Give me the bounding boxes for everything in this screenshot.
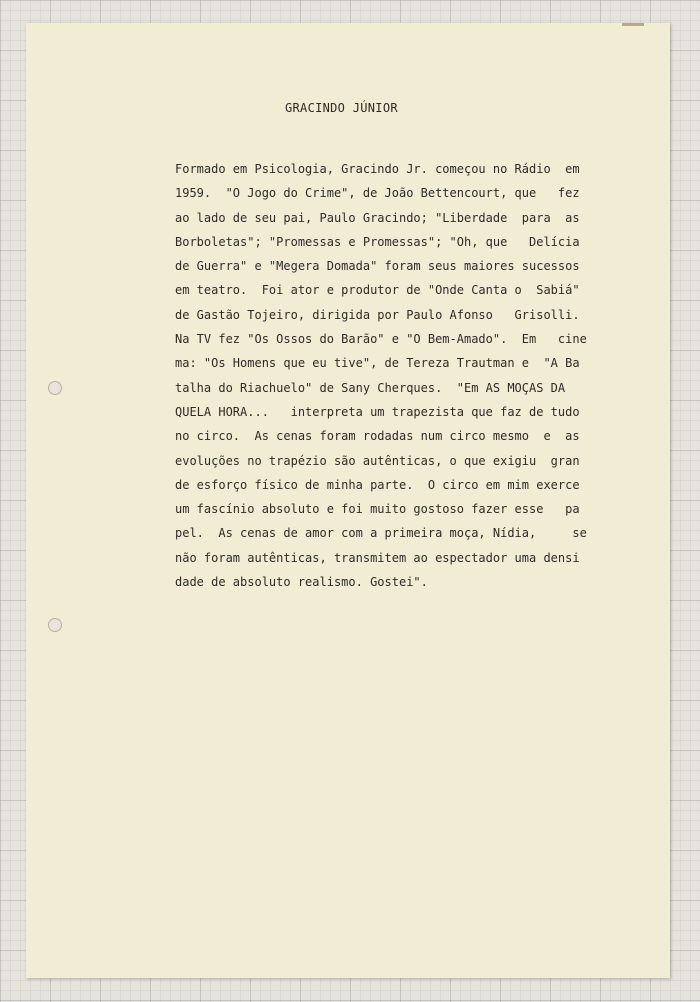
text-line: de Guerra" e "Megera Domada" foram seus maiores sucessos	[175, 259, 580, 274]
text-line: de Gastão Tojeiro, dirigida por Paulo Afonso Grisolli.	[175, 307, 580, 322]
punch-hole	[48, 618, 62, 632]
text-line: Na TV fez "Os Ossos do Barão" e "O Bem-Amado". Em cine	[175, 332, 587, 347]
text-line: um fascínio absoluto e foi muito gostoso fazer esse pa	[175, 502, 580, 517]
text-line: Formado em Psicologia, Gracindo Jr. começou no Rádio em	[175, 162, 580, 176]
text-line: talha do Riachuelo" de Sany Cherques. "Em AS MOÇAS DA	[175, 380, 566, 395]
text-line: Borboletas"; "Promessas e Promessas"; "Oh, que Delícia	[175, 234, 580, 249]
text-line: ao lado de seu pai, Paulo Gracindo; "Liberdade para as	[175, 210, 580, 225]
text-line: 1959. "O Jogo do Crime", de João Bettencourt, que fez	[175, 186, 580, 201]
body-text	[175, 157, 625, 594]
edge-mark	[622, 23, 644, 26]
text-line: evoluções no trapézio são autênticas, o que exigiu gran	[175, 453, 580, 468]
text-line: de esforço físico de minha parte. O circo em mim exerce	[175, 477, 580, 492]
text-line: não foram autênticas, transmitem ao espectador uma densi	[175, 550, 580, 565]
text-line: no circo. As cenas foram rodadas num circo mesmo e as	[175, 429, 580, 444]
punch-hole	[48, 381, 62, 395]
text-line: dade de absoluto realismo. Gostei".	[175, 575, 428, 590]
text-line: pel. As cenas de amor com a primeira moça, Nídia, se	[175, 526, 587, 541]
text-line: em teatro. Foi ator e produtor de "Onde Canta o Sabiá"	[175, 283, 580, 298]
text-line: ma: "Os Homens que eu tive", de Tereza Trautman e "A Ba	[175, 356, 580, 371]
document-title: GRACINDO JÚNIOR	[285, 101, 398, 115]
text-line: QUELA HORA... interpreta um trapezista que faz de tudo	[175, 404, 580, 419]
